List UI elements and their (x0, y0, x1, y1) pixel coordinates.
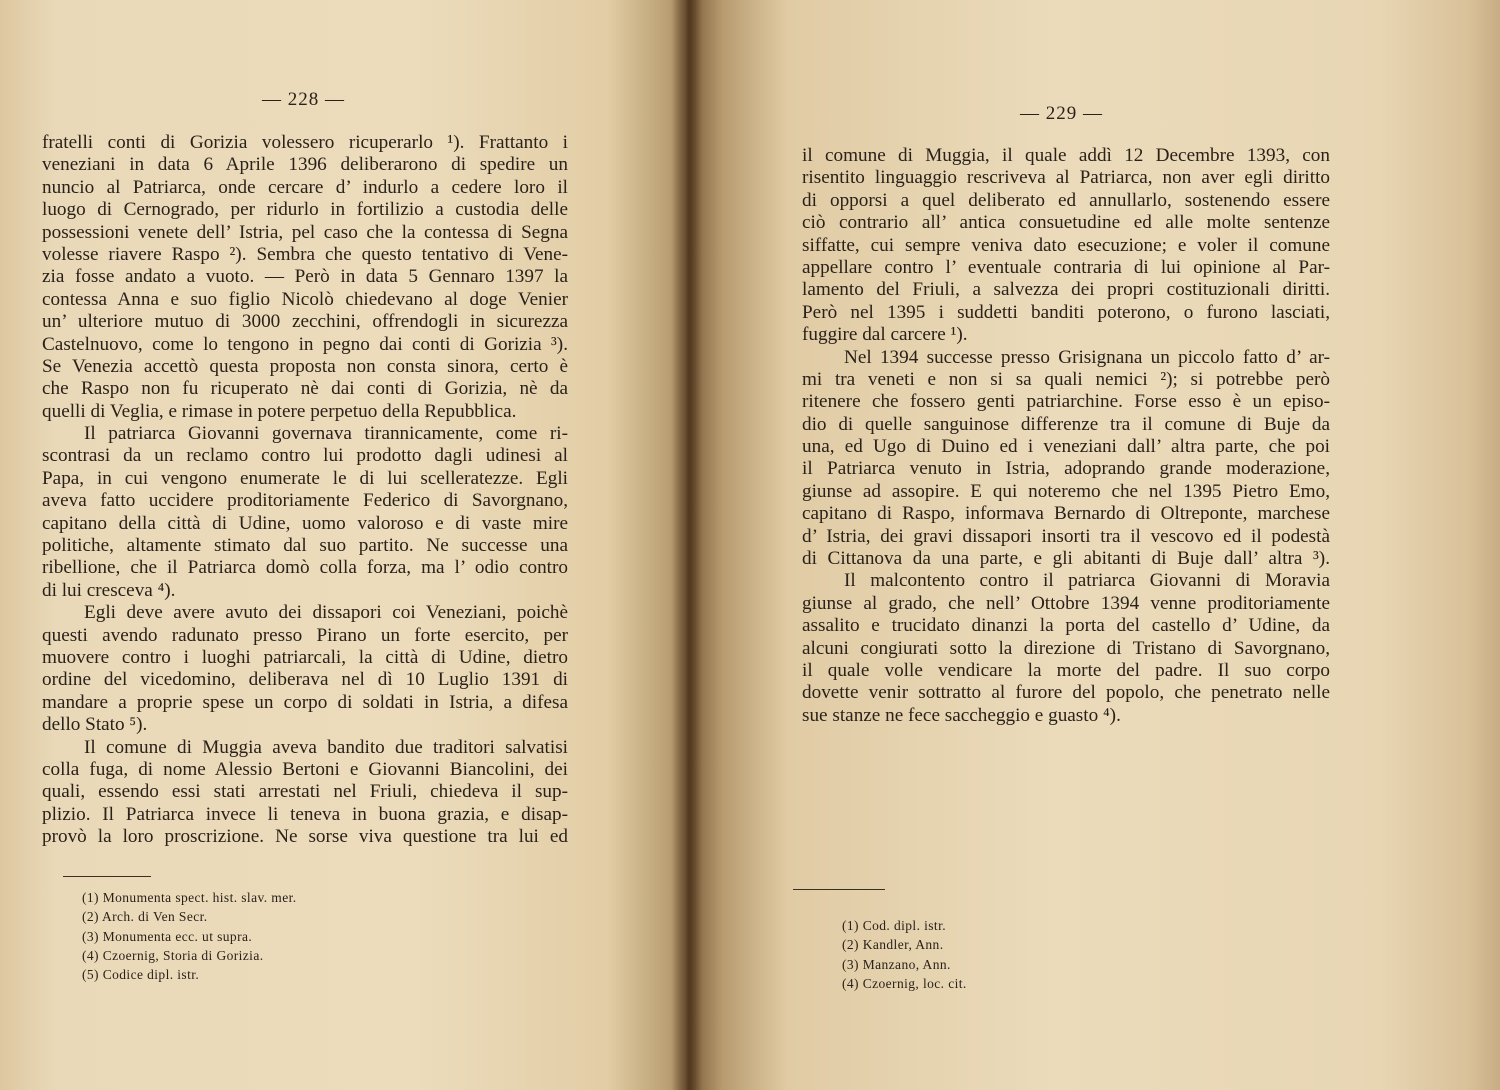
footnote: (3) Manzano, Ann. (842, 956, 951, 972)
text-line: dio di quelle sanguinose differenze tra il comune di Buje da (802, 413, 1330, 435)
footnote: (4) Czoernig, loc. cit. (842, 975, 967, 991)
text-line: Però nel 1395 i suddetti banditi poterono, o furono lasciati, (802, 301, 1330, 323)
text-line: Il comune di Muggia aveva bandito due traditori salvatisi (84, 736, 568, 758)
book-gutter (672, 0, 702, 1090)
footnote: (4) Czoernig, Storia di Gorizia. (82, 947, 264, 963)
text-line: capitano della città di Udine, uomo valoroso e di vaste mire (42, 512, 568, 534)
footnote: (1) Cod. dipl. istr. (842, 918, 947, 933)
text-line: ribellione, che il Patriarca domò colla forza, ma l’ odio contro (42, 557, 568, 579)
text-line: Il patriarca Giovanni governava tirannicamente, come ri- (84, 423, 568, 445)
text-line: veneziani in data 6 Aprile 1396 deliberarono di spedire un (42, 154, 568, 176)
text-line: assalito e trucidato dinanzi la porta del castello d’ Udine, da (802, 615, 1330, 637)
page-number: — 229 — (1020, 103, 1103, 124)
text-line: mi tra veneti e non si sa quali nemici ²); si potrebbe però (802, 368, 1330, 390)
footnote: (5) Codice dipl. istr. (82, 967, 200, 983)
text-line: Castelnuovo, come lo tengono in pegno dai conti di Gorizia ³). (42, 333, 568, 355)
text-line: Il malcontento contro il patriarca Giovanni di Moravia (844, 570, 1330, 592)
text-line: d’ Istria, dei gravi dissapori insorti tra il vescovo ed il podestà (802, 525, 1330, 547)
text-line: risentito linguaggio rescriveva al Patriarca, non aver egli diritto (802, 167, 1330, 189)
text-line: contessa Anna e suo figlio Nicolò chiedevano al doge Venier (42, 288, 568, 310)
text-line: alcuni congiurati sotto la direzione di Tristano di Savorgnano, (802, 637, 1330, 659)
text-line: colla fuga, di nome Alessio Bertoni e Giovanni Biancolini, dei (42, 758, 568, 780)
footnote: (2) Kandler, Ann. (842, 937, 944, 953)
text-line: ciò contrario all’ antica consuetudine ed alle molte sentenze (802, 212, 1330, 234)
text-line: lamento del Friuli, a salvezza dei propri costituzionali diritti. (802, 279, 1330, 301)
text-line: dovette venir sottratto al furore del popolo, che penetrato nelle (802, 682, 1330, 704)
footnotes (82, 888, 297, 984)
text-line: appellare contro l’ eventuale contraria di lui opinione al Par- (802, 256, 1330, 278)
text-line: politiche, altamente stimato dal suo partito. Ne successe una (42, 535, 568, 557)
footnotes (842, 916, 967, 993)
text-line: mandare a proprie spese un corpo di soldati in Istria, a difesa (42, 691, 568, 713)
text-line: aveva fatto uccidere proditoriamente Federico di Savorgnano, (42, 490, 568, 512)
text-line: il quale volle vendicare la morte del padre. Il suo corpo (802, 659, 1330, 681)
text-line: dello Stato ⁵). (42, 714, 148, 736)
text-line: ordine del vicedomino, deliberava nel dì 10 Luglio 1391 di (42, 669, 568, 691)
text-line: quelli di Veglia, e rimase in potere perpetuo della Repubblica. (42, 400, 517, 422)
page-number: — 228 — (262, 89, 345, 110)
text-line: luogo di Cernogrado, per ridurlo in fortilizio a custodia delle (42, 199, 568, 221)
text-line: possessioni venete dell’ Istria, pel caso che la contessa di Segna (42, 221, 568, 243)
text-line: il Patriarca venuto in Istria, adoprando grande moderazione, (802, 458, 1330, 480)
text-line: di lui cresceva ⁴). (42, 579, 176, 601)
text-line: una, ed Ugo di Duino ed i veneziani dall’ altra parte, che poi (802, 436, 1330, 458)
text-line: Nel 1394 successe presso Grisignana un piccolo fatto d’ ar- (844, 346, 1330, 368)
text-line: quali, essendo essi stati arrestati nel Friuli, chiedeva il sup- (42, 781, 568, 803)
text-line: un’ ulteriore mutuo di 3000 zecchini, offrendogli in sicurezza (42, 311, 568, 333)
text-line: giunse al grado, che nell’ Ottobre 1394 venne proditoriamente (802, 592, 1330, 614)
text-line: ritenere che fossero genti patriarchine. Forse esso è un episo- (802, 391, 1330, 413)
text-line: di opporsi a quel deliberato ed annullarlo, sostenendo essere (802, 189, 1330, 211)
text-line: nuncio al Patriarca, onde cercare d’ indurlo a cedere loro il (42, 176, 568, 198)
text-line: Se Venezia accettò questa proposta non consta sinora, certo è (42, 355, 568, 377)
text-line: zia fosse andato a vuoto. — Però in data 5 Gennaro 1397 la (42, 266, 568, 288)
footnote: (1) Monumenta spect. hist. slav. mer. (82, 890, 297, 905)
text-line: muovere contro i luoghi patriarcali, la città di Udine, dietro (42, 646, 568, 668)
footnote-rule (793, 889, 885, 890)
footnote: (2) Arch. di Ven Secr. (82, 909, 208, 925)
text-line: questi avendo radunato presso Pirano un forte esercito, per (42, 624, 568, 646)
body-text (42, 132, 568, 849)
text-line: scontrasi da un reclamo contro lui prodotto dagli udinesi al (42, 445, 568, 467)
footnote: (3) Monumenta ecc. ut supra. (82, 928, 253, 944)
text-line: il comune di Muggia, il quale addì 12 Decembre 1393, con (802, 145, 1330, 166)
left-page (0, 0, 690, 1090)
text-line: fratelli conti di Gorizia volessero ricuperarlo ¹). Frattanto i (42, 132, 568, 153)
text-line: Egli deve avere avuto dei dissapori coi Veneziani, poichè (84, 602, 568, 624)
text-line: sue stanze ne fece saccheggio e guasto ⁴). (802, 704, 1121, 726)
text-line: provò la loro proscrizione. Ne sorse viva questione tra lui ed (42, 826, 568, 848)
text-line: siffatte, cui sempre veniva dato esecuzione; e voler il comune (802, 234, 1330, 256)
right-page (690, 0, 1500, 1090)
text-line: volesse riavere Raspo ²). Sembra che questo tentativo di Vene- (42, 243, 568, 265)
text-line: di Cittanova da una parte, e gli abitanti di Buje dall’ altra ³). (802, 548, 1330, 570)
text-line: Papa, in cui vengono enumerate le di lui scelleratezze. Egli (42, 467, 568, 489)
text-line: giunse ad assopire. E qui noteremo che nel 1395 Pietro Emo, (802, 480, 1330, 502)
text-line: che Raspo non fu ricuperato nè dai conti di Gorizia, nè da (42, 378, 568, 400)
text-line: plizio. Il Patriarca invece li teneva in buona grazia, e disap- (42, 803, 568, 825)
text-line: fuggire dal carcere ¹). (802, 324, 968, 346)
footnote-rule (63, 876, 151, 877)
body-text (802, 145, 1330, 727)
text-line: capitano di Raspo, informava Bernardo di Oltreponte, marchese (802, 503, 1330, 525)
